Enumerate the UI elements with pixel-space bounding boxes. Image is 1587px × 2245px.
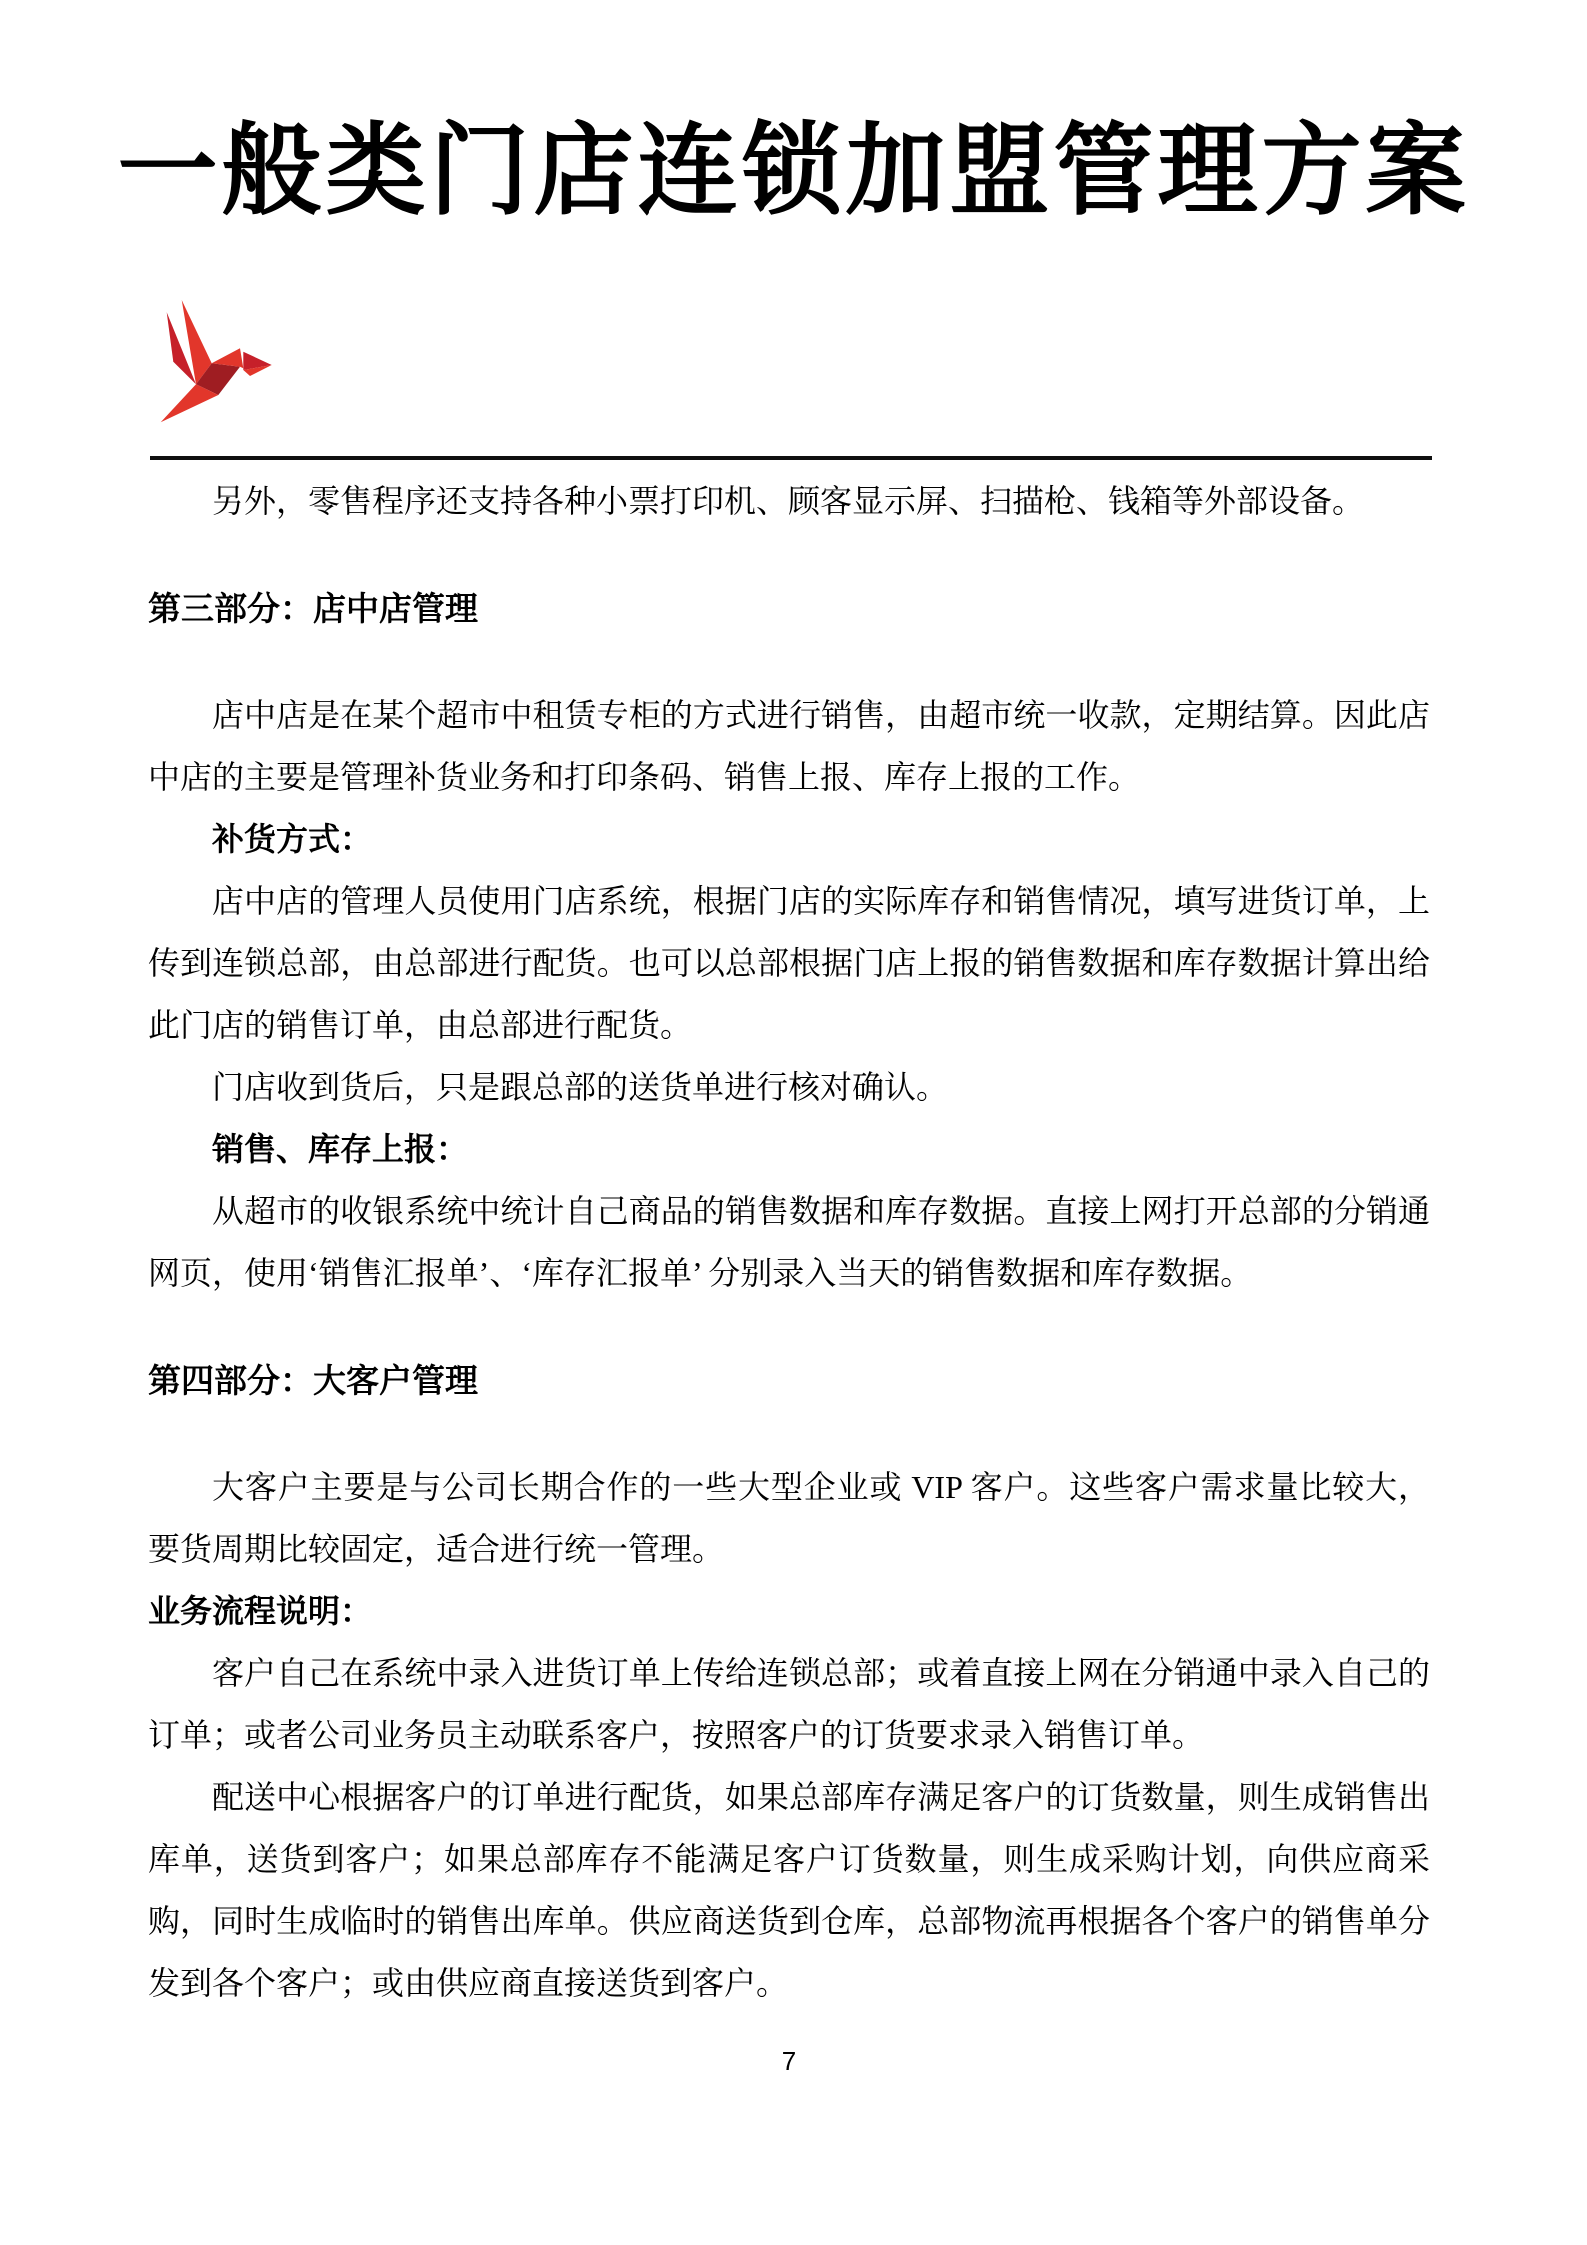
header-divider (150, 456, 1432, 460)
section4-paragraph-2: 客户自己在系统中录入进货订单上传给连锁总部；或着直接上网在分销通中录入自己的订单；或者公司业务员主动联系客户，按照客户的订货要求录入销售订单。 (148, 1655, 1430, 1753)
section3-paragraph-3: 门店收到货后，只是跟总部的送货单进行核对确认。 (212, 1069, 949, 1105)
subheading-business-process: 业务流程说明： (148, 1593, 373, 1629)
section4-paragraph-1: 大客户主要是与公司长期合作的一些大型企业或 VIP 客户。这些客户需求量比较大，要货周期比较固定，适合进行统一管理。 (148, 1469, 1430, 1567)
origami-bird-icon (153, 292, 275, 426)
section3-heading: 第三部分：店中店管理 (148, 590, 478, 627)
bird-beak-upper (243, 352, 271, 370)
section3-paragraph-1: 店中店是在某个超市中租赁专柜的方式进行销售，由超市统一收款，定期结算。因此店中店的主要是管理补货业务和打印条码、销售上报、库存上报的工作。 (148, 697, 1430, 795)
subheading-sales-inventory-report: 销售、库存上报： (212, 1131, 469, 1167)
page-number: 7 (781, 2046, 797, 2076)
section3-paragraph-2: 店中店的管理人员使用门店系统，根据门店的实际库存和销售情况，填写进货订单，上传到连锁总部，由总部进行配货。也可以总部根据门店上报的销售数据和库存数据计算出给此门店的销售订单，由总部进行配货。 (148, 883, 1430, 1043)
logo (153, 292, 275, 426)
document-title: 一般类门店连锁加盟管理方案 (117, 115, 1470, 227)
section4-heading: 第四部分：大客户管理 (148, 1362, 478, 1399)
section3-paragraph-4: 从超市的收银系统中统计自己商品的销售数据和库存数据。直接上网打开总部的分销通网页，使用‘销售汇报单’、‘库存汇报单’ 分别录入当天的销售数据和库存数据。 (148, 1193, 1430, 1291)
section4-paragraph-3: 配送中心根据客户的订单进行配货，如果总部库存满足客户的订货数量，则生成销售出库单，送货到客户；如果总部库存不能满足客户订货数量，则生成采购计划，向供应商采购，同时生成临时的销售出库单。供应商送货到仓库，总部物流再根据各个客户的销售单分发到各个客户；或由供应商直接送货到客户。 (148, 1779, 1430, 2001)
document-body (148, 470, 1430, 2076)
paragraph-intro: 另外，零售程序还支持各种小票打印机、顾客显示屏、扫描枪、钱箱等外部设备。 (212, 483, 1365, 519)
subheading-replenishment-method: 补货方式： (212, 821, 373, 857)
